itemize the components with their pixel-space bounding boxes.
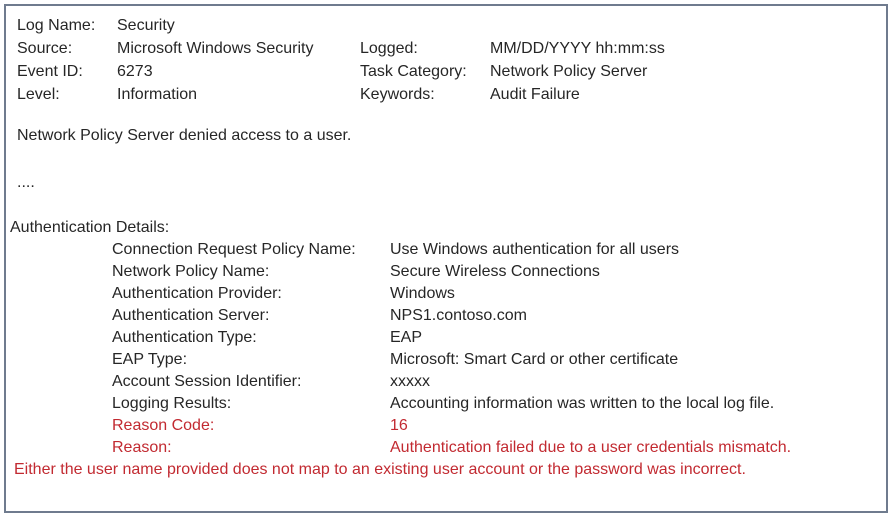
- detail-value: Secure Wireless Connections: [390, 263, 600, 280]
- header-row-event-id-task-category: [17, 60, 874, 83]
- detail-value: NPS1.contoso.com: [390, 307, 527, 324]
- detail-row-authentication-type: [17, 327, 874, 349]
- detail-label: EAP Type:: [112, 351, 188, 368]
- field-label: Event ID:: [17, 63, 83, 80]
- detail-value: EAP: [390, 329, 423, 346]
- header-row-log-name: [17, 14, 874, 37]
- event-log-panel: [4, 4, 888, 513]
- event-header: [17, 14, 874, 106]
- detail-label: Reason:: [112, 439, 172, 456]
- detail-label: Authentication Server:: [112, 307, 270, 324]
- detail-label: Logging Results:: [112, 395, 232, 412]
- field-value: Microsoft Windows Security: [117, 40, 314, 57]
- detail-row-reason: [17, 437, 874, 459]
- detail-value: Use Windows authentication for all users: [390, 241, 680, 258]
- detail-row-reason-code: [17, 415, 874, 437]
- detail-row-network-policy-name: [17, 261, 874, 283]
- field-label: Task Category:: [360, 63, 467, 80]
- field-value: Network Policy Server: [490, 63, 648, 80]
- field-value: Audit Failure: [490, 86, 580, 103]
- detail-label: Account Session Identifier:: [112, 373, 302, 390]
- field-label: Source:: [17, 40, 73, 57]
- field-label: Logged:: [360, 40, 418, 57]
- detail-value: Microsoft: Smart Card or other certificate: [390, 351, 679, 368]
- field-label: [360, 14, 490, 37]
- detail-value: Authentication failed due to a user credentials mismatch.: [390, 439, 792, 456]
- detail-row-eap-type: [17, 349, 874, 371]
- detail-value: Windows: [390, 285, 455, 302]
- field-label: Level:: [17, 86, 60, 103]
- detail-label: Network Policy Name:: [112, 263, 270, 280]
- field-value: [490, 14, 874, 37]
- detail-value: 16: [390, 417, 408, 434]
- detail-row-authentication-server: [17, 305, 874, 327]
- field-label: Log Name:: [17, 17, 96, 34]
- field-label: Keywords:: [360, 86, 435, 103]
- detail-row-authentication-provider: [17, 283, 874, 305]
- field-value: MM/DD/YYYY hh:mm:ss: [490, 40, 665, 57]
- authentication-details-list: [17, 239, 874, 459]
- field-value: 6273: [117, 63, 153, 80]
- header-row-source-logged: [17, 37, 874, 60]
- detail-label: Authentication Type:: [112, 329, 257, 346]
- detail-label: Authentication Provider:: [112, 285, 282, 302]
- field-value: Security: [117, 17, 175, 34]
- detail-label: Reason Code:: [112, 417, 215, 434]
- header-row-level-keywords: [17, 83, 874, 106]
- detail-value: xxxxx: [390, 373, 430, 390]
- detail-row-logging-results: [17, 393, 874, 415]
- error-note: Either the user name provided does not map to an existing user account or the password was incorrect.: [14, 461, 746, 478]
- section-title-authentication-details: Authentication Details:: [10, 219, 170, 236]
- detail-row-account-session-identifier: [17, 371, 874, 393]
- ellipsis-text: ....: [17, 174, 35, 191]
- detail-row-connection-request-policy-name: [17, 239, 874, 261]
- detail-label: Connection Request Policy Name:: [112, 241, 356, 258]
- event-description: Network Policy Server denied access to a user.: [17, 127, 352, 144]
- field-value: Information: [117, 86, 198, 103]
- detail-value: Accounting information was written to the local log file.: [390, 395, 775, 412]
